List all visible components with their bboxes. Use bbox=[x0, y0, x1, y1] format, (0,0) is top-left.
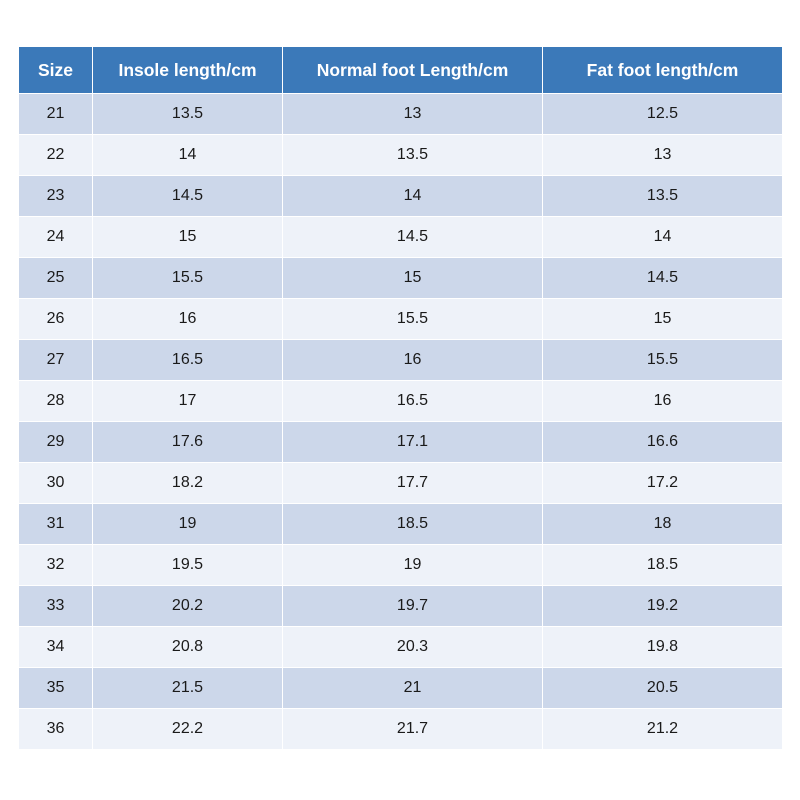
cell-measurement: 16.6 bbox=[543, 422, 783, 463]
cell-measurement: 22.2 bbox=[93, 709, 283, 750]
cell-measurement: 21.2 bbox=[543, 709, 783, 750]
cell-measurement: 19.7 bbox=[283, 586, 543, 627]
cell-size: 33 bbox=[19, 586, 93, 627]
cell-measurement: 13 bbox=[283, 94, 543, 135]
cell-measurement: 15 bbox=[543, 299, 783, 340]
cell-size: 25 bbox=[19, 258, 93, 299]
cell-measurement: 19.5 bbox=[93, 545, 283, 586]
cell-measurement: 17.7 bbox=[283, 463, 543, 504]
cell-measurement: 20.8 bbox=[93, 627, 283, 668]
table-row bbox=[19, 340, 783, 381]
column-header-fat-foot-length: Fat foot length/cm bbox=[543, 47, 783, 94]
cell-measurement: 21.5 bbox=[93, 668, 283, 709]
table-header bbox=[19, 47, 783, 94]
table-row bbox=[19, 627, 783, 668]
cell-measurement: 18.5 bbox=[543, 545, 783, 586]
table-row bbox=[19, 709, 783, 750]
cell-measurement: 14 bbox=[543, 217, 783, 258]
cell-measurement: 18 bbox=[543, 504, 783, 545]
column-header-normal-foot-length: Normal foot Length/cm bbox=[283, 47, 543, 94]
header-row bbox=[19, 47, 783, 94]
cell-measurement: 16 bbox=[543, 381, 783, 422]
column-header-insole-length: Insole length/cm bbox=[93, 47, 283, 94]
cell-measurement: 15 bbox=[93, 217, 283, 258]
cell-measurement: 16 bbox=[93, 299, 283, 340]
cell-size: 29 bbox=[19, 422, 93, 463]
cell-measurement: 21.7 bbox=[283, 709, 543, 750]
cell-size: 28 bbox=[19, 381, 93, 422]
table-row bbox=[19, 217, 783, 258]
table-row bbox=[19, 668, 783, 709]
table-row bbox=[19, 258, 783, 299]
table-row bbox=[19, 176, 783, 217]
cell-size: 26 bbox=[19, 299, 93, 340]
cell-size: 35 bbox=[19, 668, 93, 709]
cell-size: 31 bbox=[19, 504, 93, 545]
table-row bbox=[19, 545, 783, 586]
cell-measurement: 16.5 bbox=[283, 381, 543, 422]
cell-measurement: 14 bbox=[93, 135, 283, 176]
cell-measurement: 19.2 bbox=[543, 586, 783, 627]
cell-size: 36 bbox=[19, 709, 93, 750]
table-row bbox=[19, 463, 783, 504]
cell-size: 24 bbox=[19, 217, 93, 258]
cell-measurement: 16 bbox=[283, 340, 543, 381]
cell-measurement: 17.1 bbox=[283, 422, 543, 463]
cell-measurement: 19 bbox=[93, 504, 283, 545]
cell-measurement: 17.6 bbox=[93, 422, 283, 463]
cell-size: 30 bbox=[19, 463, 93, 504]
cell-measurement: 13.5 bbox=[283, 135, 543, 176]
table-row bbox=[19, 422, 783, 463]
cell-measurement: 13 bbox=[543, 135, 783, 176]
cell-measurement: 18.5 bbox=[283, 504, 543, 545]
cell-measurement: 20.3 bbox=[283, 627, 543, 668]
cell-measurement: 18.2 bbox=[93, 463, 283, 504]
column-header-size: Size bbox=[19, 47, 93, 94]
cell-measurement: 16.5 bbox=[93, 340, 283, 381]
table-row bbox=[19, 94, 783, 135]
cell-measurement: 13.5 bbox=[93, 94, 283, 135]
cell-measurement: 14.5 bbox=[543, 258, 783, 299]
cell-size: 21 bbox=[19, 94, 93, 135]
cell-measurement: 21 bbox=[283, 668, 543, 709]
cell-measurement: 13.5 bbox=[543, 176, 783, 217]
cell-measurement: 19.8 bbox=[543, 627, 783, 668]
table-row bbox=[19, 586, 783, 627]
cell-measurement: 14 bbox=[283, 176, 543, 217]
table-row bbox=[19, 504, 783, 545]
table-row bbox=[19, 381, 783, 422]
cell-measurement: 19 bbox=[283, 545, 543, 586]
table-body bbox=[19, 94, 783, 750]
cell-measurement: 20.5 bbox=[543, 668, 783, 709]
cell-measurement: 15.5 bbox=[543, 340, 783, 381]
cell-size: 32 bbox=[19, 545, 93, 586]
cell-measurement: 17 bbox=[93, 381, 283, 422]
cell-measurement: 17.2 bbox=[543, 463, 783, 504]
cell-size: 22 bbox=[19, 135, 93, 176]
cell-size: 34 bbox=[19, 627, 93, 668]
table-row bbox=[19, 299, 783, 340]
cell-measurement: 15.5 bbox=[283, 299, 543, 340]
cell-measurement: 15 bbox=[283, 258, 543, 299]
cell-measurement: 14.5 bbox=[93, 176, 283, 217]
size-chart-table bbox=[18, 46, 783, 750]
cell-measurement: 20.2 bbox=[93, 586, 283, 627]
table-row bbox=[19, 135, 783, 176]
cell-measurement: 15.5 bbox=[93, 258, 283, 299]
cell-measurement: 14.5 bbox=[283, 217, 543, 258]
cell-measurement: 12.5 bbox=[543, 94, 783, 135]
cell-size: 27 bbox=[19, 340, 93, 381]
cell-size: 23 bbox=[19, 176, 93, 217]
